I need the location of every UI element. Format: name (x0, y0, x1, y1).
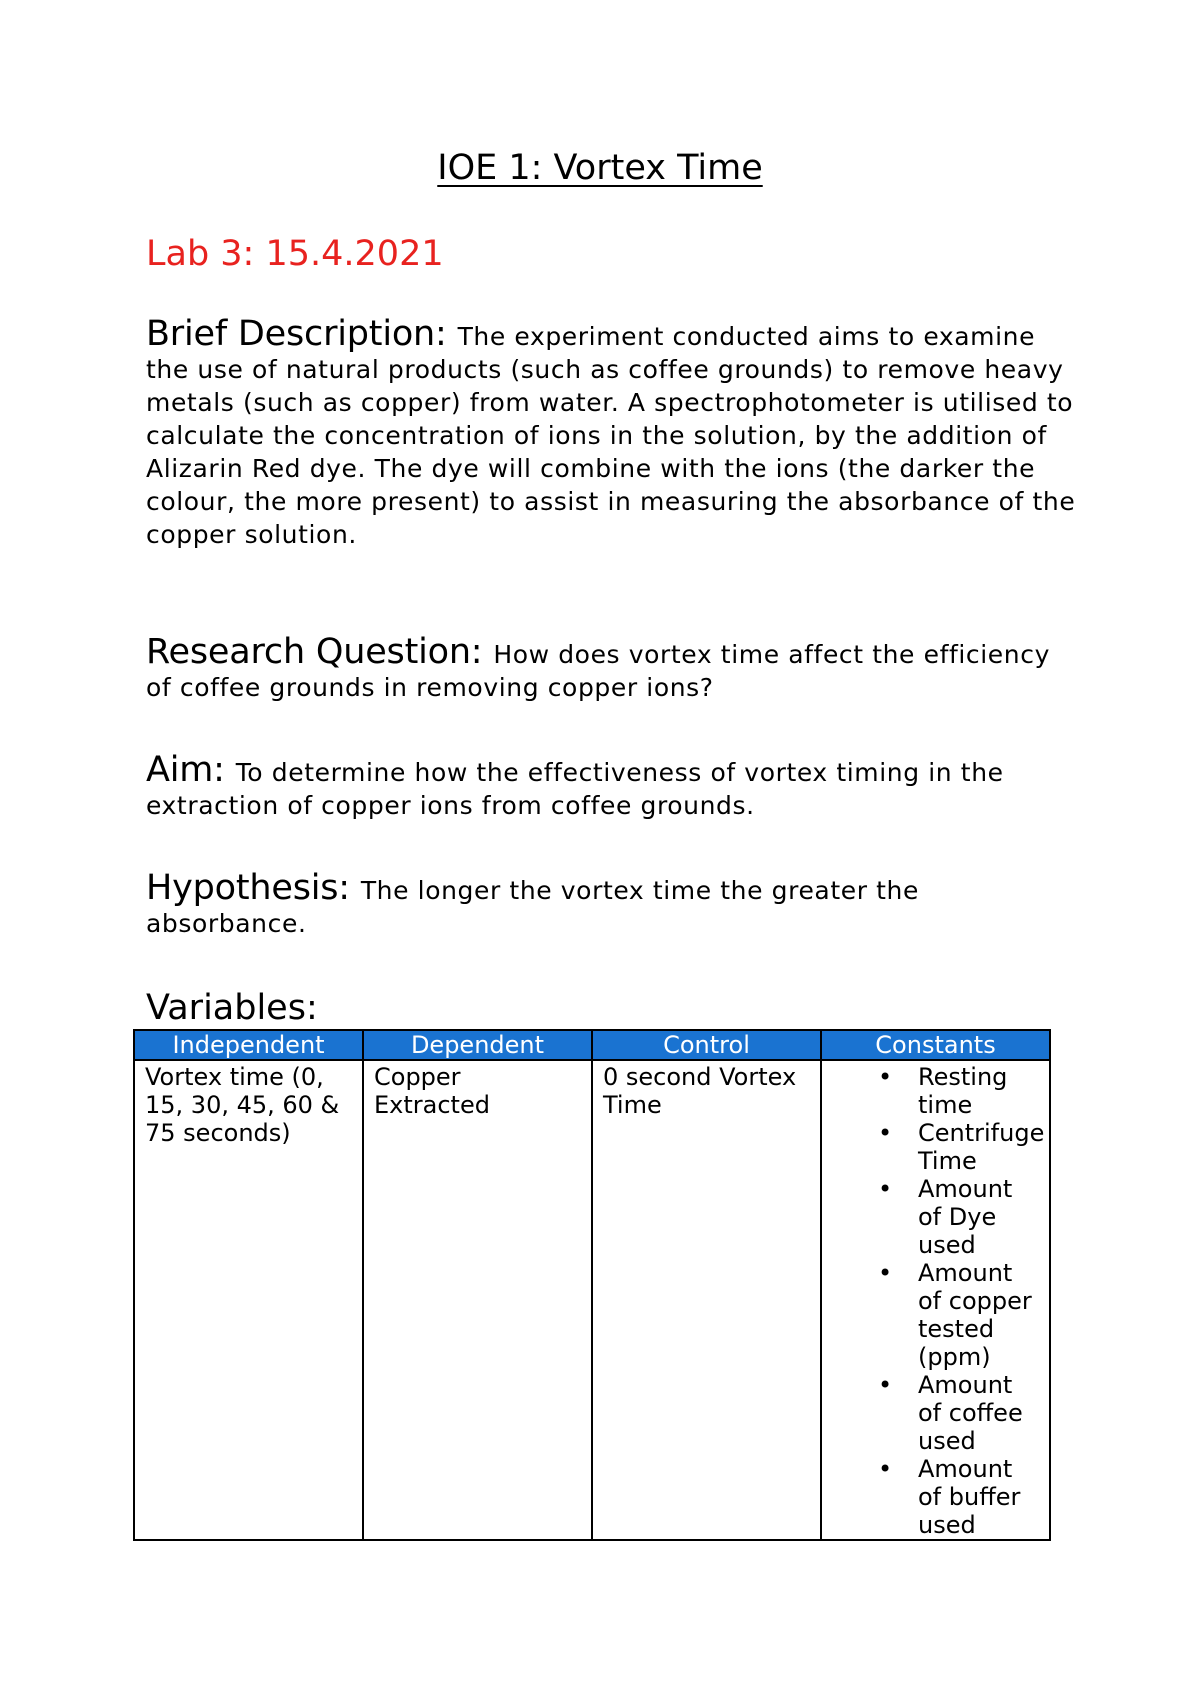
brief-description-heading: Brief Description: (146, 314, 458, 354)
aim-section (146, 750, 1076, 822)
cell-dependent: Copper Extracted (363, 1060, 592, 1540)
research-question-heading: Research Question: (146, 632, 494, 672)
hypothesis-text: The longer the vortex time the greater the absorbance. (146, 876, 919, 938)
list-item: • Amount of coffee used (918, 1371, 1039, 1455)
header-dependent: Dependent (363, 1030, 592, 1060)
list-item: • Amount of Dye used (918, 1175, 1039, 1259)
table-row (134, 1060, 1050, 1540)
research-question-text: How does vortex time affect the efficiency of coffee grounds in removing copper ions? (146, 640, 1050, 702)
constants-list (832, 1063, 1045, 1539)
variables-table-header-row (134, 1030, 1050, 1060)
hypothesis-heading: Hypothesis: (146, 868, 361, 908)
list-item: • Centrifuge Time (918, 1119, 1039, 1175)
header-control: Control (592, 1030, 821, 1060)
cell-independent: Vortex time (0, 15, 30, 45, 60 & 75 seconds) (134, 1060, 363, 1540)
hypothesis-section (146, 868, 1076, 940)
list-item: • Resting time (918, 1063, 1039, 1119)
list-item: • Amount of buffer used (918, 1455, 1039, 1539)
header-independent: Independent (134, 1030, 363, 1060)
brief-description-text: The experiment conducted aims to examine the use of natural products (such as coffee grounds) to remove heavy metals (such as copper) from water. A spectrophotometer is utilised to calculate the concentration of ions in the solution, by the addition of Alizarin Red dye. The dye will combine with the ions (the darker the colour, the more present) to assist in measuring the absorbance of the copper solution. (146, 322, 1076, 549)
research-question-section (146, 632, 1076, 704)
header-constants: Constants (821, 1030, 1050, 1060)
document-title (0, 146, 1200, 190)
variables-heading: Variables: (146, 988, 318, 1028)
document-title-text: IOE 1: Vortex Time (437, 148, 763, 188)
cell-constants (821, 1060, 1050, 1540)
cell-control: 0 second Vortex Time (592, 1060, 821, 1540)
brief-description-section (146, 314, 1076, 551)
variables-table (133, 1029, 1051, 1541)
aim-heading: Aim: (146, 750, 236, 790)
lab-date-line: Lab 3: 15.4.2021 (146, 234, 444, 274)
aim-text: To determine how the effectiveness of vortex timing in the extraction of copper ions from coffee grounds. (146, 758, 1004, 820)
list-item: • Amount of copper tested (ppm) (918, 1259, 1039, 1371)
